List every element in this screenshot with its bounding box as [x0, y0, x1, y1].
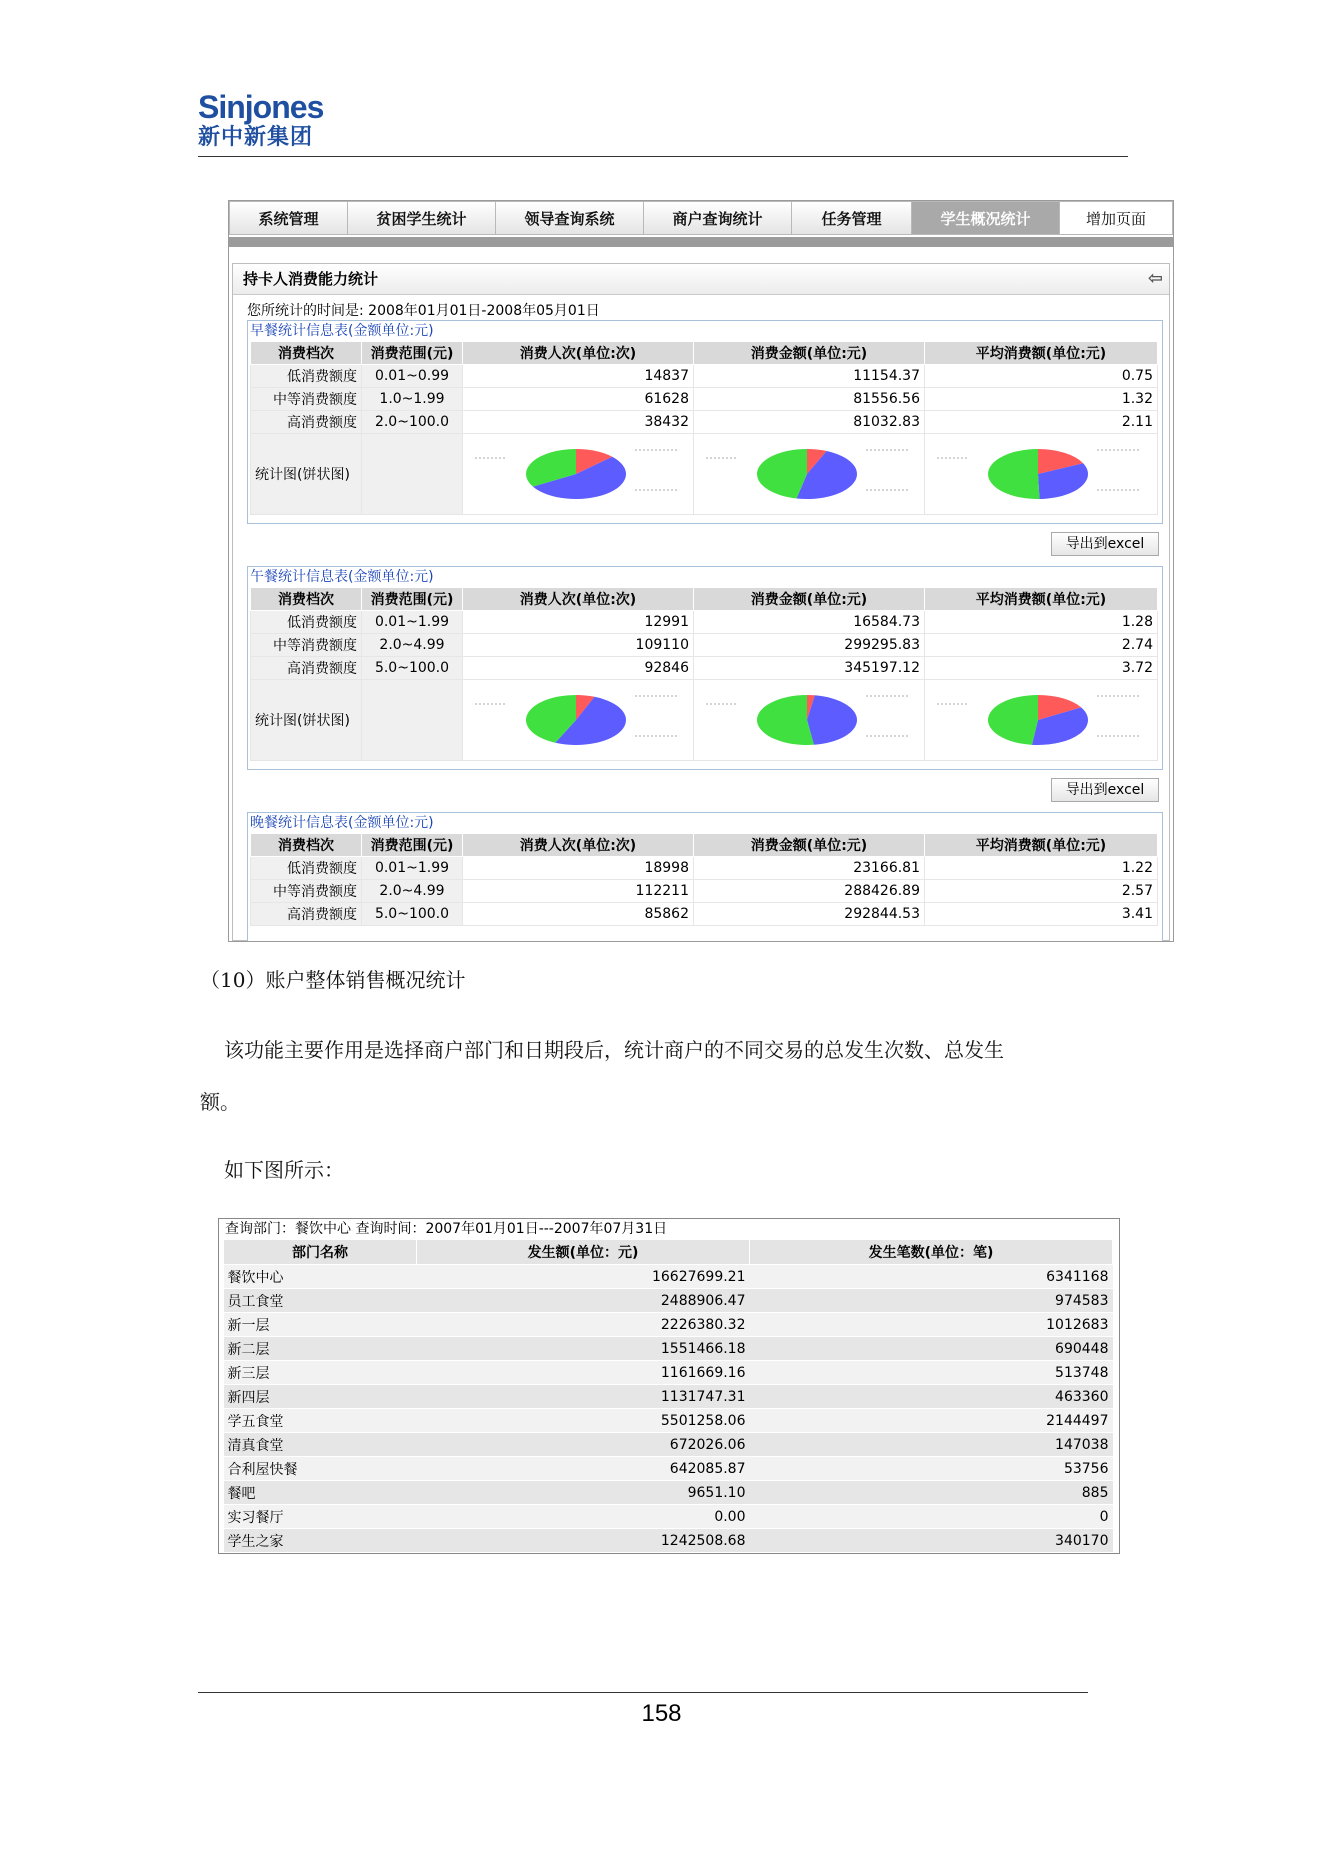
amount-cell: 1131747.31	[417, 1385, 750, 1409]
count-cell: 92846	[463, 657, 694, 680]
stat-period: 您所统计的时间是: 2008年01月01日-2008年05月01日	[247, 303, 600, 319]
tab-system-management[interactable]: 系统管理	[229, 201, 347, 235]
avg-cell: 1.28	[925, 611, 1158, 634]
col-header: 平均消费额(单位:元)	[925, 588, 1158, 611]
name-cell: 新三层	[224, 1361, 417, 1385]
name-cell: 学生之家	[224, 1529, 417, 1553]
name-cell: 新一层	[224, 1313, 417, 1337]
table-row	[224, 1433, 1113, 1457]
chart-row	[251, 434, 1158, 515]
count-cell: 38432	[463, 411, 694, 434]
count-cell: 112211	[463, 880, 694, 903]
pie-chart	[927, 682, 1149, 758]
table-row	[251, 880, 1158, 903]
table-row	[224, 1457, 1113, 1481]
amount-cell: 81032.83	[694, 411, 925, 434]
chart-row-label: 统计图(饼状图)	[251, 680, 362, 761]
table-header-row	[251, 588, 1158, 611]
table-row	[224, 1313, 1113, 1337]
col-header: 消费金额(单位:元)	[694, 588, 925, 611]
group-title[interactable]: 晚餐统计信息表(金额单位:元)	[250, 815, 434, 831]
table-row	[224, 1265, 1113, 1289]
pie-chart-avg	[925, 680, 1158, 761]
count-cell: 340170	[750, 1529, 1113, 1553]
avg-cell: 3.41	[925, 903, 1158, 926]
col-header: 平均消费额(单位:元)	[925, 342, 1158, 365]
table-row	[224, 1289, 1113, 1313]
figure-intro: 如下图所示：	[224, 1158, 344, 1182]
pie-chart-avg	[925, 434, 1158, 515]
amount-cell: 23166.81	[694, 857, 925, 880]
level-cell: 中等消费额度	[251, 634, 362, 657]
tab-student-overview[interactable]: 学生概况统计	[911, 201, 1059, 235]
paragraph: 该功能主要作用是选择商户部门和日期段后，统计商户的不同交易的总发生次数、总发生	[224, 1038, 1004, 1062]
name-cell: 实习餐厅	[224, 1505, 417, 1529]
pie-chart	[927, 436, 1149, 512]
pie-slice	[988, 449, 1040, 499]
range-cell: 5.0~100.0	[362, 657, 463, 680]
avg-cell: 2.74	[925, 634, 1158, 657]
table-row	[251, 903, 1158, 926]
pie-slice	[757, 695, 814, 745]
table-row	[251, 657, 1158, 680]
avg-cell: 2.11	[925, 411, 1158, 434]
pie-chart-count	[463, 434, 694, 515]
amount-cell: 0.00	[417, 1505, 750, 1529]
table-row	[224, 1529, 1113, 1553]
sales-report-screenshot	[218, 1218, 1120, 1554]
name-cell: 餐吧	[224, 1481, 417, 1505]
amount-cell: 9651.10	[417, 1481, 750, 1505]
count-cell: 885	[750, 1481, 1113, 1505]
nav-tabs	[229, 201, 1173, 247]
lunch-table	[250, 587, 1158, 761]
count-cell: 6341168	[750, 1265, 1113, 1289]
col-header: 消费档次	[251, 588, 362, 611]
pie-chart-amount	[694, 434, 925, 515]
table-row	[224, 1337, 1113, 1361]
range-cell: 1.0~1.99	[362, 388, 463, 411]
count-cell: 690448	[750, 1337, 1113, 1361]
back-arrow-icon[interactable]: ⇦	[1147, 268, 1163, 289]
logo-english: Sinjones	[198, 89, 324, 125]
avg-cell: 1.22	[925, 857, 1158, 880]
count-cell: 1012683	[750, 1313, 1113, 1337]
range-cell: 0.01~1.99	[362, 857, 463, 880]
pie-slice	[757, 449, 807, 498]
amount-cell: 5501258.06	[417, 1409, 750, 1433]
range-cell: 0.01~1.99	[362, 611, 463, 634]
panel-title: 持卡人消费能力统计	[243, 270, 379, 288]
export-excel-button[interactable]: 导出到excel	[1051, 532, 1159, 556]
avg-cell: 3.72	[925, 657, 1158, 680]
avg-cell: 1.32	[925, 388, 1158, 411]
export-excel-button[interactable]: 导出到excel	[1051, 778, 1159, 802]
amount-cell: 1242508.68	[417, 1529, 750, 1553]
level-cell: 中等消费额度	[251, 880, 362, 903]
name-cell: 新四层	[224, 1385, 417, 1409]
pie-slice	[807, 695, 857, 744]
query-conditions: 查询部门：餐饮中心 查询时间：2007年01月01日---2007年07月31日	[225, 1221, 668, 1237]
col-header: 消费人次(单位:次)	[463, 834, 694, 857]
page-number: 158	[641, 1700, 682, 1727]
count-cell: 18998	[463, 857, 694, 880]
count-cell: 14837	[463, 365, 694, 388]
count-cell: 53756	[750, 1457, 1113, 1481]
amount-cell: 292844.53	[694, 903, 925, 926]
amount-cell: 16627699.21	[417, 1265, 750, 1289]
tab-add-page[interactable]: 增加页面	[1059, 201, 1173, 235]
table-row	[251, 634, 1158, 657]
paragraph-continued: 额。	[200, 1090, 240, 1114]
level-cell: 高消费额度	[251, 411, 362, 434]
logo-chinese: 新中新集团	[198, 125, 314, 150]
col-header: 消费档次	[251, 342, 362, 365]
panel-header	[233, 264, 1169, 295]
amount-cell: 16584.73	[694, 611, 925, 634]
table-row	[224, 1409, 1113, 1433]
sales-table	[223, 1239, 1113, 1553]
table-row	[224, 1385, 1113, 1409]
table-row	[251, 611, 1158, 634]
level-cell: 中等消费额度	[251, 388, 362, 411]
amount-cell: 1161669.16	[417, 1361, 750, 1385]
stats-panel	[232, 263, 1170, 941]
col-header: 消费人次(单位:次)	[463, 342, 694, 365]
breakfast-table	[250, 341, 1158, 515]
amount-cell: 81556.56	[694, 388, 925, 411]
avg-cell: 2.57	[925, 880, 1158, 903]
name-cell: 员工食堂	[224, 1289, 417, 1313]
table-row	[224, 1505, 1113, 1529]
chart-row	[251, 680, 1158, 761]
amount-cell: 2488906.47	[417, 1289, 750, 1313]
col-header: 消费范围(元)	[362, 342, 463, 365]
amount-cell: 11154.37	[694, 365, 925, 388]
level-cell: 高消费额度	[251, 657, 362, 680]
col-header: 发生额(单位：元)	[417, 1240, 750, 1265]
table-header-row	[251, 342, 1158, 365]
count-cell: 2144497	[750, 1409, 1113, 1433]
tab-task-management[interactable]: 任务管理	[791, 201, 911, 235]
dinner-group	[247, 812, 1163, 942]
breakfast-group	[247, 320, 1163, 524]
table-row	[251, 857, 1158, 880]
name-cell: 合利屋快餐	[224, 1457, 417, 1481]
count-cell: 85862	[463, 903, 694, 926]
count-cell: 109110	[463, 634, 694, 657]
level-cell: 高消费额度	[251, 903, 362, 926]
col-header: 消费档次	[251, 834, 362, 857]
amount-cell: 2226380.32	[417, 1313, 750, 1337]
count-cell: 974583	[750, 1289, 1113, 1313]
header-rule	[198, 156, 1128, 157]
pie-chart	[696, 682, 918, 758]
lunch-group	[247, 566, 1163, 770]
pie-chart	[465, 436, 687, 512]
count-cell: 513748	[750, 1361, 1113, 1385]
tab-merchant-query[interactable]: 商户查询统计	[643, 201, 791, 235]
pie-chart	[696, 436, 918, 512]
col-header: 消费范围(元)	[362, 588, 463, 611]
count-cell: 12991	[463, 611, 694, 634]
consumption-stats-screenshot	[228, 200, 1174, 942]
range-cell: 2.0~100.0	[362, 411, 463, 434]
amount-cell: 299295.83	[694, 634, 925, 657]
level-cell: 低消费额度	[251, 857, 362, 880]
name-cell: 新二层	[224, 1337, 417, 1361]
sales-table-body	[224, 1265, 1113, 1553]
chart-row-label: 统计图(饼状图)	[251, 434, 362, 515]
pie-chart	[465, 682, 687, 758]
col-header: 消费金额(单位:元)	[694, 342, 925, 365]
tab-leader-query[interactable]: 领导查询系统	[495, 201, 643, 235]
pie-chart-count	[463, 680, 694, 761]
count-cell: 61628	[463, 388, 694, 411]
col-header: 消费人次(单位:次)	[463, 588, 694, 611]
col-header: 消费范围(元)	[362, 834, 463, 857]
dinner-table	[250, 833, 1158, 926]
col-header: 消费金额(单位:元)	[694, 834, 925, 857]
group-title[interactable]: 午餐统计信息表(金额单位:元)	[250, 569, 434, 585]
name-cell: 餐饮中心	[224, 1265, 417, 1289]
name-cell: 清真食堂	[224, 1433, 417, 1457]
table-row	[251, 411, 1158, 434]
col-header: 部门名称	[224, 1240, 417, 1265]
count-cell: 463360	[750, 1385, 1113, 1409]
level-cell: 低消费额度	[251, 611, 362, 634]
tab-poor-student-stats[interactable]: 贫困学生统计	[347, 201, 495, 235]
avg-cell: 0.75	[925, 365, 1158, 388]
col-header: 平均消费额(单位:元)	[925, 834, 1158, 857]
range-cell: 2.0~4.99	[362, 634, 463, 657]
pie-slice	[988, 695, 1038, 745]
section-heading: （10）账户整体销售概况统计	[200, 968, 466, 992]
amount-cell: 288426.89	[694, 880, 925, 903]
amount-cell: 1551466.18	[417, 1337, 750, 1361]
table-header-row	[224, 1240, 1113, 1265]
pie-chart-amount	[694, 680, 925, 761]
amount-cell: 345197.12	[694, 657, 925, 680]
amount-cell: 672026.06	[417, 1433, 750, 1457]
table-row	[251, 388, 1158, 411]
group-title[interactable]: 早餐统计信息表(金额单位:元)	[250, 323, 434, 339]
name-cell: 学五食堂	[224, 1409, 417, 1433]
count-cell: 0	[750, 1505, 1113, 1529]
level-cell: 低消费额度	[251, 365, 362, 388]
company-logo	[198, 90, 323, 152]
range-cell: 0.01~0.99	[362, 365, 463, 388]
col-header: 发生笔数(单位：笔)	[750, 1240, 1113, 1265]
table-row	[224, 1481, 1113, 1505]
amount-cell: 642085.87	[417, 1457, 750, 1481]
range-cell: 5.0~100.0	[362, 903, 463, 926]
table-header-row	[251, 834, 1158, 857]
count-cell: 147038	[750, 1433, 1113, 1457]
footer-rule	[198, 1692, 1088, 1693]
range-cell: 2.0~4.99	[362, 880, 463, 903]
table-row	[251, 365, 1158, 388]
table-row	[224, 1361, 1113, 1385]
